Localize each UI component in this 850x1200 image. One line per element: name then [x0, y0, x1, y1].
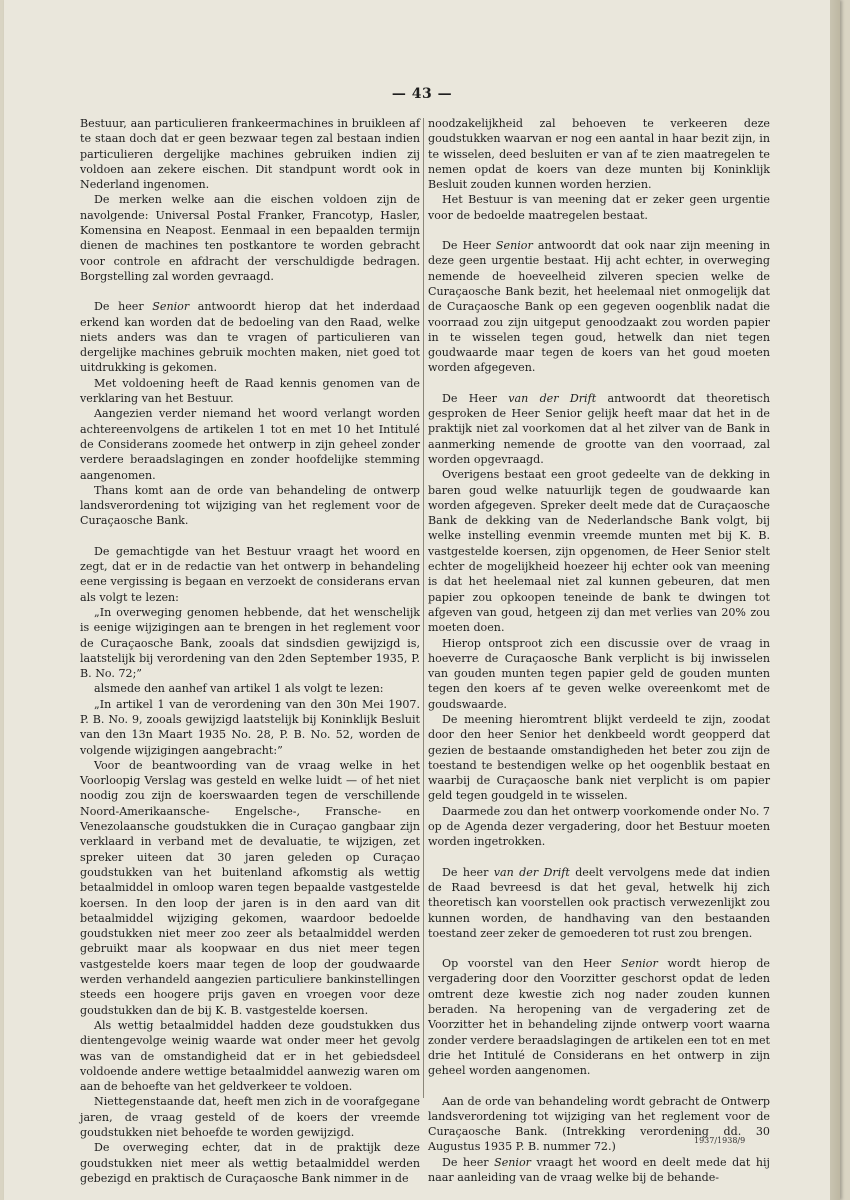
paragraph-text: antwoordt hierop dat het inderdaad erkend kan worden dat de bedoeling van den Raad, welke niets anders was dan te vragen of particulieren van dergelijke machines gebruik mochten maken, niet goed tot uitdrukking is gekomen.: [80, 300, 420, 375]
paragraph: Voor de beantwoording van de vraag welke in het Voorloopig Verslag was gesteld en welke luidt — of het niet noodig zou zijn de koerswaarden tegen de verschillende Noord-Amerikaansche- Engelsche-, Fransche- en Venezolaansche goudstukken die in Curaçao gangbaar zijn verklaard in verband met de devaluatie, te wijzigen, zet spreker uiteen dat 30 jaren geleden op Curaçao goudstukken van het buitenland afkomstig als wettig betaalmiddel in omloop waren tegen bepaalde vastgestelde koersen. In den loop der jaren is in den aard van dit betaalmiddel wijziging gekomen, waardoor bedoelde goudstukken niet meer zoo zeer als betaalmiddel werden gebruikt maar als koopwaar en dus niet meer tegen vastgestelde koers maar tegen de loop der goudwaarde werden verhandeld aangezien particuliere bankinstellingen steeds een hoogere prijs gaven en vroegen voor deze goudstukken dan de bij K. B. vastgestelde koersen.: [80, 758, 420, 1017]
paragraph-text: De heer: [94, 300, 153, 314]
speaker-name: Senior: [620, 957, 658, 971]
paragraph-text: wordt hierop de vergadering door den Voorzitter geschorst opdat de leden omtrent deze kwestie zich nog nader zouden kunnen beraden. Na heropening van de vergadering zet de Voorzitter het in behandeling zijnde ontwerp voort waarna zonder verdere beraadslagingen de artikelen een tot en met drie het Intitulé de Considerans en het ontwerp in zijn geheel worden aangenomen.: [428, 957, 770, 1078]
paragraph: [428, 956, 770, 1078]
paragraph-text: antwoordt dat theoretisch gesproken de Heer Senior gelijk heeft maar dat het in de praktijk niet zal voorkomen dat al het zilver van de Bank in aanmerking nemende de grootte van den voorraad, zal worden opgevraagd.: [428, 391, 771, 466]
paragraph: Overigens bestaat een groot gedeelte van de dekking in baren goud welke natuurlijk tegen de goudwaarde kan worden afgegeven. Spreker deelt mede dat de Curaçaosche Bank de dekking van de Nederlandsche Bank volgt, bij welke instelling evenmin vreemde munten met bij K. B. vastgestelde koersen, zijn opgenomen, de Heer Senior stelt echter de mogelijkheid hoezeer hij echter ook van meening is dat het heelemaal niet zal kunnen gebeuren, dat men papier zou opkoopen teneinde de bank te dwingen tot afgeven van goud, hetgeen zij dan met verlies van 20% zou moeten doen.: [428, 468, 770, 635]
paragraph: „In overweging genomen hebbende, dat het wenschelijk is eenige wijzigingen aan te brengen in het reglement voor de Curaçaosche Bank, zooals dat sindsdien gewijzigd is, laatstelijk bij verordening van den 2den September 1935, P. B. No. 72;”: [80, 605, 420, 681]
page-number: — 43 —: [391, 86, 453, 102]
paragraph-text: De heer: [442, 1155, 495, 1169]
paragraph: Als wettig betaalmiddel hadden deze goudstukken dus dientengevolge weinig waarde wat onder meer het gevolg was van de omstandigheid dat er in het gebiedsdeel voldoende andere wettige betaalmiddel aanwezig waren om aan de behoefte van het geldverkeer te voldoen.: [80, 1018, 420, 1094]
document-page: [4, 0, 840, 1200]
paragraph: Daarmede zou dan het ontwerp voorkomende onder No. 7 op de Agenda dezer vergadering, door het Bestuur moeten worden ingetrokken.: [428, 804, 770, 849]
column-divider: [423, 118, 424, 1098]
speaker-name: Senior: [495, 239, 533, 253]
paragraph-text: antwoordt dat ook naar zijn meening in deze geen urgentie bestaat. Hij acht echter, in overweging nemende de hoeveelheid zilveren specien welke de Curaçaosche Bank bezit, het heelemaal niet onmogelijk dat de Curaçaosche Bank op een gegeven oogenblik nadat die voorraad zou zijn uitgeput genoodzaakt zou worden papier in te wisselen tegen goud, hetwelk dan niet tegen goudwaarde maar tegen de koers van het goud moeten worden afgegeven.: [428, 239, 771, 375]
paragraph: alsmede den aanhef van artikel 1 als volgt te lezen:: [94, 682, 384, 696]
paragraph: Thans komt aan de orde van behandeling de ontwerp landsverordening tot wijziging van het reglement voor de Curaçaosche Bank.: [80, 483, 420, 528]
paragraph-text: De heer: [442, 865, 494, 879]
paragraph: Bestuur, aan particulieren frankeermachines in bruikleen af te staan doch dat er geen bezwaar tegen zal bestaan indien particulieren dergelijke machines gebruiken indien zij voldoen aan zekere eischen. Dit standpunt wordt ook in Nederland ingenomen.: [80, 117, 420, 192]
page-edge: [830, 0, 840, 1200]
paragraph: Hierop ontsproot zich een discussie over de vraag in hoeverre de Curaçaosche Bank verplicht is bij inwisselen van gouden munten tegen papier geld de gouden munten tegen den koers af te geven welke overeenkomt met de goudswaarde.: [428, 636, 770, 711]
paragraph-text: vraagt het woord en deelt mede dat hij naar aanleiding van de vraag welke bij de behande-: [428, 1155, 770, 1184]
paragraph-text: Op voorstel van den Heer: [442, 957, 621, 971]
paragraph: Het Bestuur is van meening dat er zeker geen urgentie voor de bedoelde maatregelen bestaat.: [428, 193, 770, 222]
left-text-column: [80, 116, 420, 1186]
paragraph-text: deelt vervolgens mede dat indien de Raad bevreesd is dat het geval, hetwelk hij zich theoretisch kan voorstellen ook practisch verwezenlijkt zou kunnen worden, de handhaving van den bestaanden toestand zeer zeker de gemoederen tot rust zou brengen.: [428, 865, 771, 940]
paragraph: noodzakelijkheid zal behoeven te verkeeren deze goudstukken waarvan er nog een aantal in haar bezit zijn, in te wisselen, deed besluiten er van af te zien maatregelen te nemen opdat de koers van deze munten bij Koninklijk Besluit zouden kunnen worden herzien.: [428, 117, 770, 192]
paragraph-text: De Heer: [442, 391, 509, 405]
speaker-name: Senior: [494, 1155, 531, 1169]
paragraph: Aan de orde van behandeling wordt gebracht de Ontwerp landsverordening tot wijziging van het reglement voor de Curaçaosche Bank. (Intrekking verordening dd. 30 Augustus 1935 P. B. nummer 72.): [428, 1094, 770, 1154]
paragraph: „In artikel 1 van de verordening van den 30n Mei 1907. P. B. No. 9, zooals gewijzigd laatstelijk bij Koninklijk Besluit van den 13n Maart 1935 No. 28, P. B. No. 52, worden de volgende wijzigingen aangebracht:”: [80, 697, 420, 757]
paragraph: De merken welke aan die eischen voldoen zijn de navolgende: Universal Postal Franker, Francotyp, Hasler, Komensina en Neapost. Eenmaal in een bepaalden termijn dienen de machines ten postkantore te worden gebracht voor controle en afdracht der verschuldigde bedragen. Borgstelling zal worden gevraagd.: [80, 193, 420, 283]
paragraph: [428, 238, 770, 376]
paragraph: Aangezien verder niemand het woord verlangt worden achtereenvolgens de artikelen 1 tot en met 10 het Intitulé de Considerans zoomede het ontwerp in zijn geheel zonder verdere beraadslagingen en zonder hoofdelijke stemming aangenomen.: [80, 407, 420, 482]
paragraph: [428, 391, 770, 467]
paragraph: Niettegenstaande dat, heeft men zich in de voorafgegane jaren, de vraag gesteld of de koers der vreemde goudstukken niet behoefde te worden gewijzigd.: [80, 1095, 420, 1139]
paragraph: [80, 299, 420, 375]
paragraph: De overweging echter, dat in de praktijk deze goudstukken niet meer als wettig betaalmiddel werden gebezigd en praktisch de Curaçaosche Bank nimmer in de: [80, 1141, 420, 1185]
paragraph: De meening hieromtrent blijkt verdeeld te zijn, zoodat door den heer Senior het denkbeeld wordt geopperd dat gezien de bestaande omstandigheden het beter zou zijn de toestand te bestendigen welke op het oogenblik bestaat en waarbij de Curaçaosche bank niet verplicht is om papier geld tegen goudgeld in te wisselen.: [428, 712, 770, 803]
right-text-column: [428, 116, 770, 1185]
speaker-name: Senior: [152, 300, 190, 314]
paragraph: [428, 1155, 770, 1186]
speaker-name: van der Drift: [508, 391, 597, 405]
paragraph: Met voldoening heeft de Raad kennis genomen van de verklaring van het Bestuur.: [80, 376, 420, 406]
paragraph: De gemachtigde van het Bestuur vraagt het woord en zegt, dat er in de redactie van het ontwerp in behandeling eene vergissing is begaan en verzoekt de considerans ervan als volgt te lezen:: [80, 544, 420, 604]
footer-archive-code: 1937/1938/9: [694, 1136, 746, 1145]
paragraph-text: De Heer: [442, 239, 496, 253]
paragraph: [428, 865, 770, 941]
speaker-name: van der Drift: [493, 865, 570, 879]
